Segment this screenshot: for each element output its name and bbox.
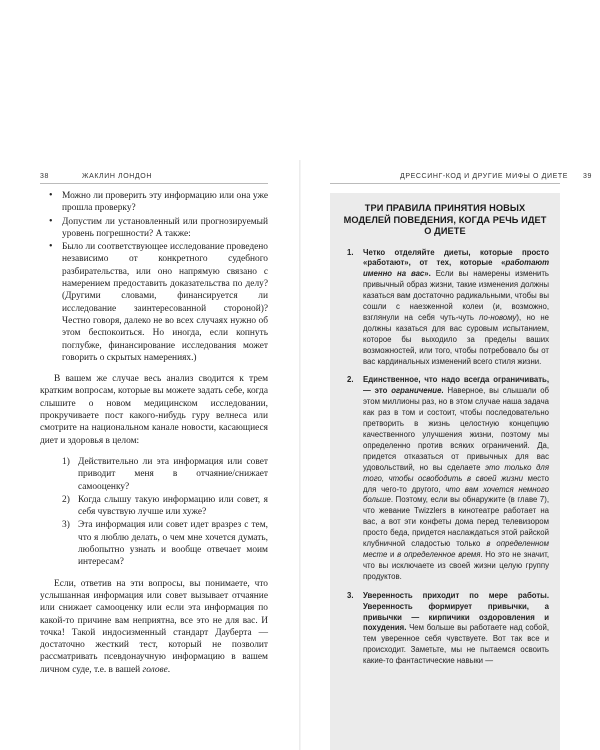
rule-text: Наверное, вы слышали об этом миллионы раз, но в этом случае наша задача как раз в том и состоит, чтобы последовательно претворить в жизнь целостную концепцию качественного улучшения жизни, поэтому мы определенно против всяких ограничений. Да, придется отказаться от привычных для вас удовольствий, но вы сделаете (363, 386, 549, 472)
rule-text: . Но это не значит, что вы исключаете из своей жизни целую группу продуктов. (363, 549, 549, 581)
rule-text: . Поэтому, если вы обнаружите (в главе 7), что жевание Twizzlers в кинотеатре работает на вас, а вот эти конфеты дома перед телевизором просто беда, придется наслаждаться этой райской клубничной сладостью только (363, 495, 549, 549)
question-text: Эта информация или совет идет вразрез с тем, что я люблю делать, о чем мне хочется думать, любопытно узнать и вообще отвечает моим интересам? (78, 520, 268, 568)
rule-item (341, 591, 549, 667)
rules-sidebar-box (330, 193, 560, 750)
rule-heading-italic: работают именно на вас (363, 258, 549, 279)
analysis-paragraph: В вашем же случае весь анализ сводится к трем кратким вопросам, которые вы можете задать себе, когда слышите о новом медицинском исследовании, прокручиваете пост какого-нибудь гуру велнеса или смотрите на национальном канале новости, касающиеся диет и здоровья в целом: (40, 374, 268, 446)
rule-heading: Четко отделяйте диеты, которые просто «работают», от тех, которые « (363, 247, 549, 268)
rule-text: ), но не должны казаться для вас суровым испытанием, которое бы выходило за пределы ваших возможностей, или того, чтобы потребовало бы от вас кардинальных изменений всего стиля жизни. (363, 312, 549, 366)
rule-italic: по-новому (479, 312, 517, 322)
rule-italic: в определенное время (397, 549, 481, 559)
rule-number: 2. (347, 375, 354, 385)
rule-item (341, 375, 549, 582)
rule-text: и (387, 549, 398, 559)
question-item (40, 519, 268, 568)
conclusion-end: . (167, 664, 171, 675)
rule-heading-end: . (441, 386, 444, 396)
rules-list (330, 248, 560, 668)
rule-item (341, 248, 549, 368)
rule-heading-italic: ограничение (391, 386, 442, 396)
right-running-head: ДРЕССИНГ-КОД И ДРУГИЕ МИФЫ О ДИЕТЕ (400, 173, 568, 180)
rule-text: место для чего-то другого, (363, 473, 549, 494)
question-text: Действительно ли эта информация или совет приводит меня в отчаяние/снижает самооценку? (78, 456, 268, 492)
conclusion-text: Если, ответив на эти вопросы, вы понимаете, что услышанная информация или совет вызывает отчаяние или снижает самооценку или если эта информация по какой-то причине вам неприятна, все это не для вас. И точка! Такой индосизменный стандарт Дауберта — достаточно жесткий тест, который не позволит рассматривать псевдонаучную информацию в вашем личном суде, т.е. в вашей (40, 578, 268, 675)
conclusion-paragraph (40, 578, 268, 676)
questions-list (40, 456, 268, 569)
question-item (40, 494, 268, 519)
left-page-number: 38 (40, 173, 49, 180)
question-item (40, 456, 268, 493)
bullet-item: • Допустим ли установленный или прогнозируемый уровень погрешности? А также: (40, 216, 268, 241)
question-number: 3) (62, 520, 70, 531)
rule-heading: Уверенность приходит по мере работы. Уверенность формирует привычки, а привычки — кирпичики оздоровления и похудения. (363, 590, 549, 633)
rule-italic: в определенном месте (363, 539, 549, 559)
left-header-rule (40, 183, 268, 184)
rule-text: Если вы намерены изменить привычный образ жизни, такие изменения должны казаться вам достаточно радикальными, чтобы вы сошли с наезженной колеи (и, возможно, взглянули на себя чуть-чуть (363, 269, 549, 322)
left-running-head: ЖАКЛИН ЛОНДОН (82, 173, 152, 180)
rule-number: 3. (347, 590, 354, 600)
criteria-bullet-list (40, 190, 268, 364)
rule-text: Чем больше вы работаете над собой, тем уверенное себя чувствуете. Вот так все и происходит. Заметьте, мы не пытаемся освоить какие-то фантастические навыки — (363, 623, 549, 666)
rule-heading: Единственное, что надо всегда ограничивать, — это (363, 375, 549, 396)
rule-italic: что вам хочется немного больше (363, 484, 549, 505)
rule-italic: это только для того, чтобы освободить в своей жизни (363, 462, 549, 483)
bullet-item: • Было ли соответствующее исследование проведено независимо от конкретного судебного разбирательства, или оно напрямую связано с намерением предоставить доказательства по делу? (Другими словами, финансируется ли исследование заинтересованной стороной)? Честно говоря, далеко не во всех случаях нужно об этом беспокоиться. Но иногда, если копнуть поглубже, финансирование исследования может говорить о скрытых намерениях.) (40, 241, 268, 364)
box-title: ТРИ ПРАВИЛА ПРИНЯТИЯ НОВЫХ МОДЕЛЕЙ ПОВЕДЕНИЯ, КОГДА РЕЧЬ ИДЕТ О ДИЕТЕ (343, 203, 547, 236)
question-text: Когда слышу такую информацию или совет, я себя чувствую лучше или хуже? (78, 494, 268, 518)
conclusion-italic: голове (142, 664, 168, 675)
right-header-rule (330, 183, 560, 184)
left-body-text (40, 190, 268, 676)
rule-number: 1. (347, 247, 354, 257)
bullet-item: • Можно ли проверить эту информацию или она уже прошла проверку? (40, 190, 268, 215)
rule-heading-end: ». (424, 269, 431, 279)
question-number: 1) (62, 456, 70, 467)
right-page-number: 39 (583, 173, 592, 180)
question-number: 2) (62, 494, 70, 505)
